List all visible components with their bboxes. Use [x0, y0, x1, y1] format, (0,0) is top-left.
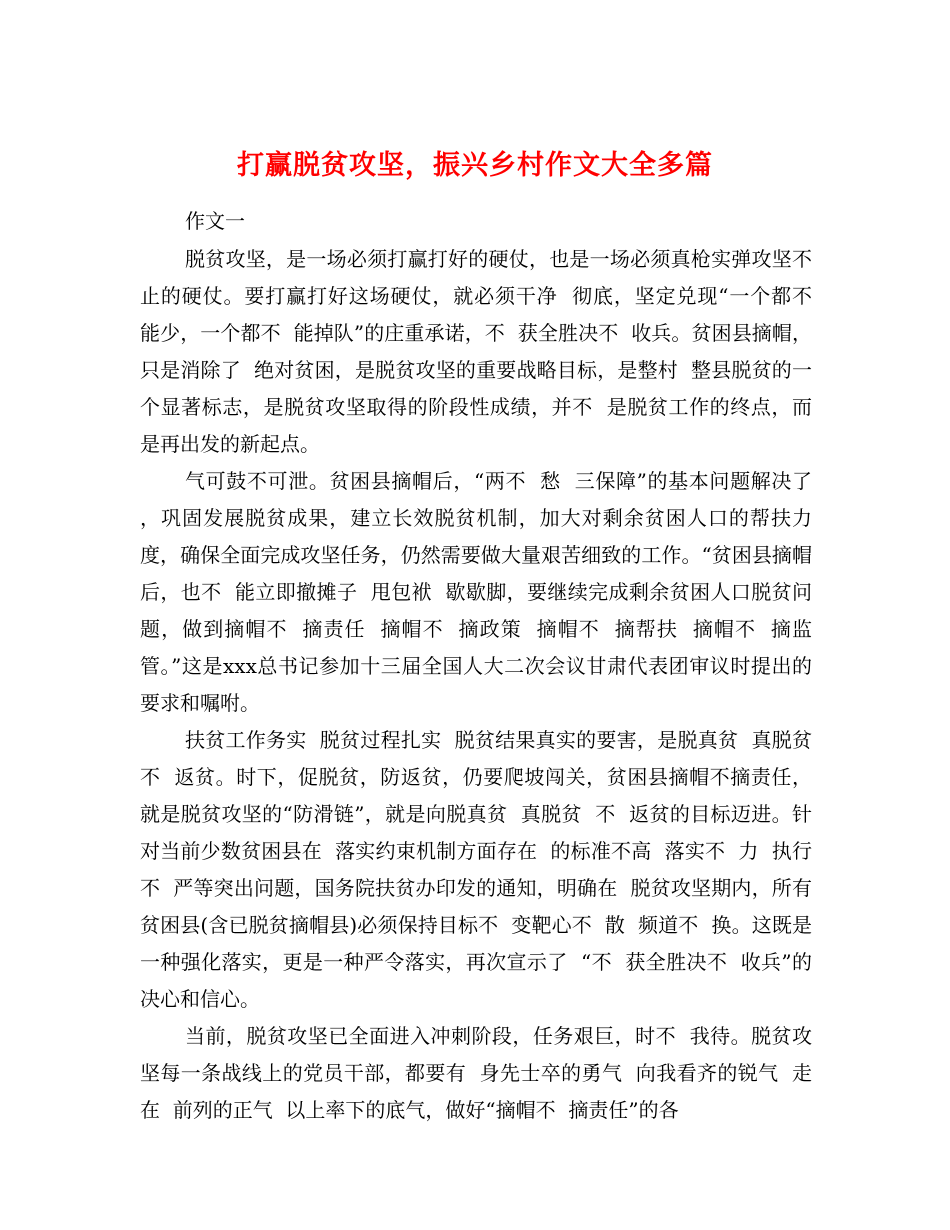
paragraph: 脱贫攻坚，是一场必须打赢打好的硬仗，也是一场必须真枪实弹攻坚不 止的硬仗。要打赢打好这场硬仗，就必须干净 彻底，坚定兑现“一个都不 能少，一个都不 能掉队”的庄重承诺，不 获全胜决不 收兵。贫困县摘帽，只是消除了 绝对贫困，是脱贫攻坚的重要战略目标，是整村 整县脱贫的一个显著标志，是脱贫攻坚取得的阶段性成绩，并不 是脱贫工作的终点，而是再出发的新起点。	[140, 247, 825, 456]
document-body	[140, 241, 825, 1129]
paragraph: 气可鼓不可泄。贫困县摘帽后，“两不 愁 三保障”的基本问题解决了 ，巩固发展脱贫成果，建立长效脱贫机制，加大对剩余贫困人口的帮扶力度，确保全面完成攻坚任务，仍然需要做大量艰苦细致的工作。“贫困县摘帽后，也不 能立即撤摊子 甩包袱 歇歇脚，要继续完成剩余贫困人口脱贫问题，做到摘帽不 摘责任 摘帽不 摘政策 摘帽不 摘帮扶 摘帽不 摘监管。”这是xxx总书记参加十三届全国人大二次会议甘肃代表团审议时提出的要求和嘱咐。	[140, 469, 825, 715]
section-heading: 作文一	[185, 209, 245, 233]
paragraph: 当前，脱贫攻坚已全面进入冲刺阶段，任务艰巨，时不 我待。脱贫攻坚每一条战线上的党员干部，都要有 身先士卒的勇气 向我看齐的锐气 走在 前列的正气 以上率下的底气，做好“摘帽不 摘责任”的各	[140, 1024, 812, 1122]
document-title: 打赢脱贫攻坚，振兴乡村作文大全多篇	[237, 150, 713, 182]
paragraph: 扶贫工作务实 脱贫过程扎实 脱贫结果真实的要害，是脱真贫 真脱贫 不 返贫。时下，促脱贫，防返贫，仍要爬坡闯关，贫困县摘帽不摘责任，就是脱贫攻坚的“防滑链”，就是向脱真贫 真脱贫 不 返贫的目标迈进。针对当前少数贫困县在 落实约束机制方面存在 的标准不高 落实不 力 执行不 严等突出问题，国务院扶贫办印发的通知，明确在 脱贫攻坚期内，所有 贫困县(含已脱贫摘帽县)必须保持目标不 变靶心不 散 频道不 换。这既是一种强化落实，更是一种严令落实，再次宣示了 “不 获全胜决不 收兵”的决心和信心。	[140, 728, 825, 1011]
